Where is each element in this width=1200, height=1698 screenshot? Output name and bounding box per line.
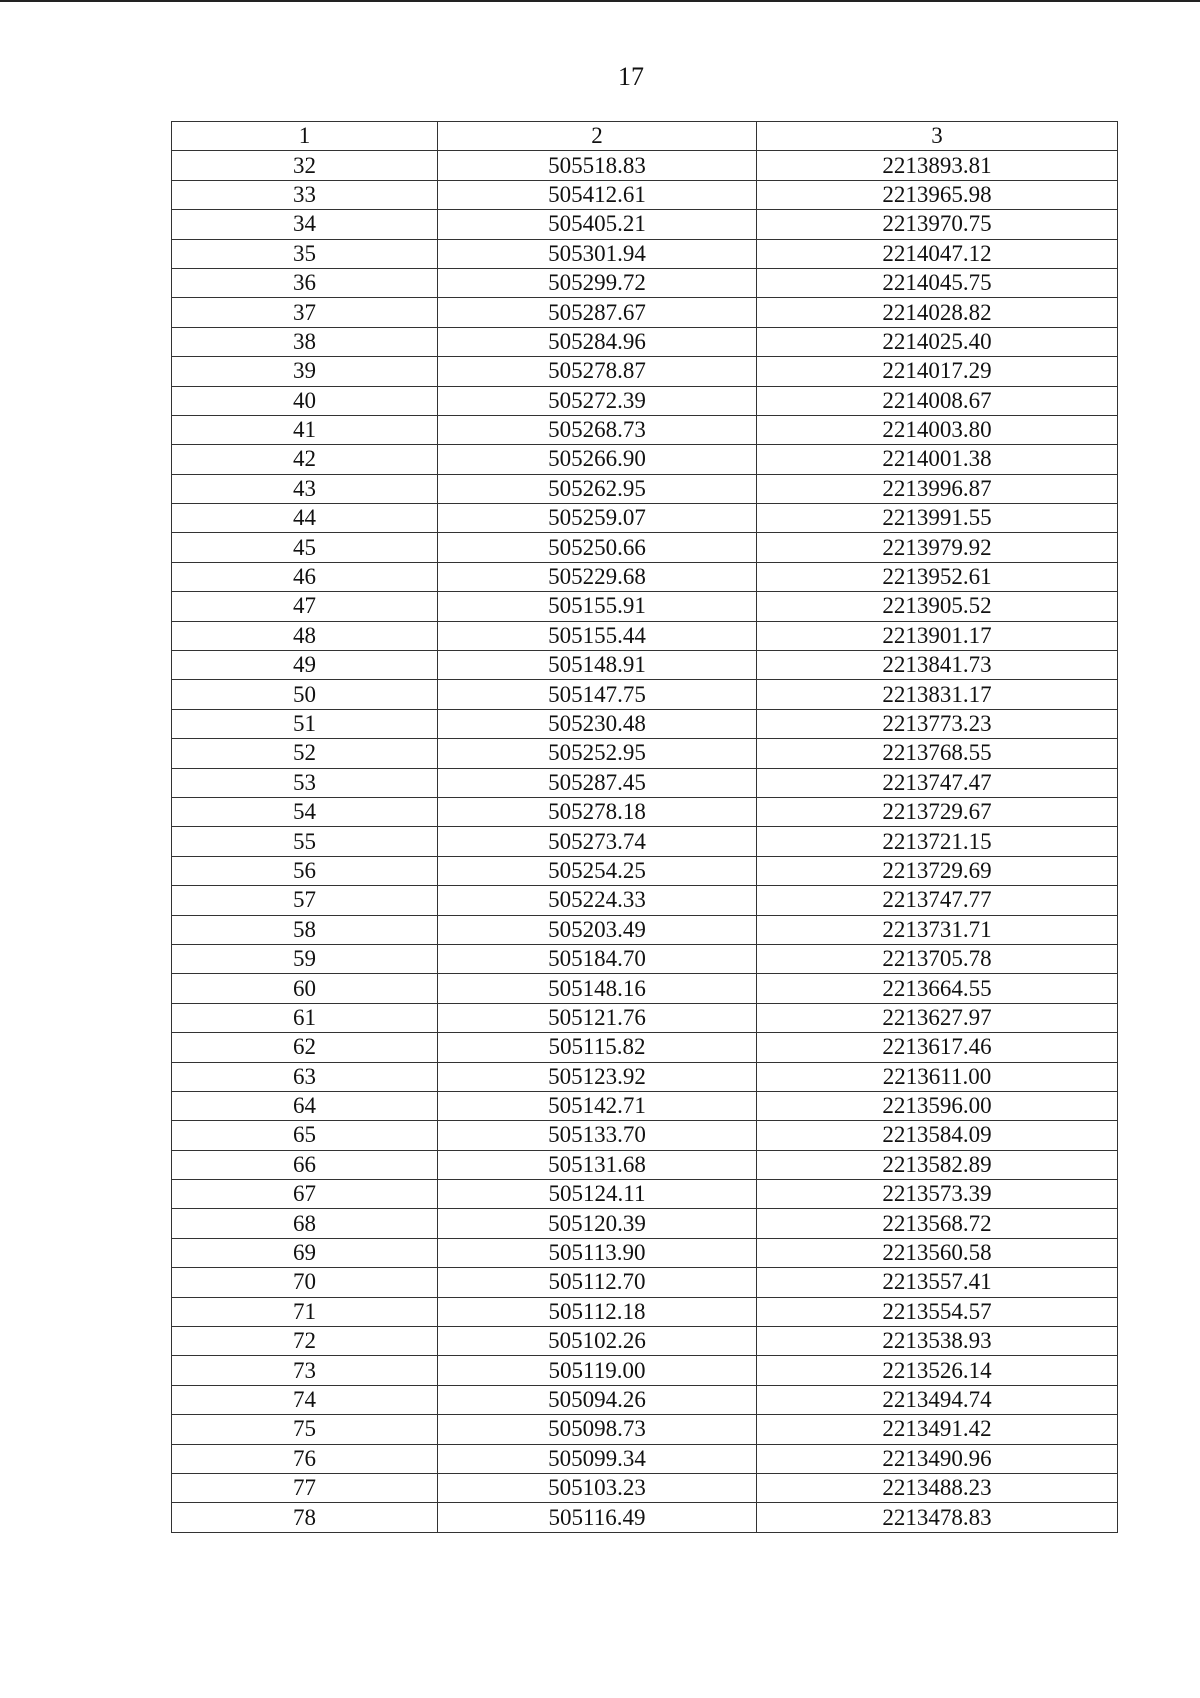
point-number-cell: 38 xyxy=(172,327,438,356)
x-coordinate-cell: 505121.76 xyxy=(438,1003,757,1032)
table-row xyxy=(172,944,1118,973)
column-header-1: 1 xyxy=(172,122,438,151)
point-number-cell: 77 xyxy=(172,1473,438,1502)
table-row xyxy=(172,1150,1118,1179)
top-border-line xyxy=(0,0,1200,2)
y-coordinate-cell: 2213773.23 xyxy=(757,709,1118,738)
table-row xyxy=(172,915,1118,944)
point-number-cell: 52 xyxy=(172,739,438,768)
x-coordinate-cell: 505518.83 xyxy=(438,151,757,180)
header-row xyxy=(172,122,1118,151)
table-row xyxy=(172,1121,1118,1150)
y-coordinate-cell: 2213491.42 xyxy=(757,1415,1118,1444)
point-number-cell: 63 xyxy=(172,1062,438,1091)
point-number-cell: 60 xyxy=(172,974,438,1003)
table-row xyxy=(172,1327,1118,1356)
point-number-cell: 61 xyxy=(172,1003,438,1032)
point-number-cell: 43 xyxy=(172,474,438,503)
point-number-cell: 65 xyxy=(172,1121,438,1150)
x-coordinate-cell: 505299.72 xyxy=(438,268,757,297)
x-coordinate-cell: 505155.91 xyxy=(438,592,757,621)
y-coordinate-cell: 2213705.78 xyxy=(757,944,1118,973)
y-coordinate-cell: 2213568.72 xyxy=(757,1209,1118,1238)
table-row xyxy=(172,827,1118,856)
table-row xyxy=(172,327,1118,356)
x-coordinate-cell: 505103.23 xyxy=(438,1473,757,1502)
x-coordinate-cell: 505148.91 xyxy=(438,651,757,680)
x-coordinate-cell: 505120.39 xyxy=(438,1209,757,1238)
table-row xyxy=(172,1268,1118,1297)
table-row xyxy=(172,592,1118,621)
point-number-cell: 58 xyxy=(172,915,438,944)
y-coordinate-cell: 2214017.29 xyxy=(757,357,1118,386)
point-number-cell: 57 xyxy=(172,886,438,915)
y-coordinate-cell: 2213490.96 xyxy=(757,1444,1118,1473)
table-row xyxy=(172,298,1118,327)
point-number-cell: 46 xyxy=(172,562,438,591)
page-number: 17 xyxy=(618,62,644,91)
y-coordinate-cell: 2214003.80 xyxy=(757,415,1118,444)
point-number-cell: 48 xyxy=(172,621,438,650)
table-row xyxy=(172,680,1118,709)
x-coordinate-cell: 505254.25 xyxy=(438,856,757,885)
x-coordinate-cell: 505123.92 xyxy=(438,1062,757,1091)
x-coordinate-cell: 505099.34 xyxy=(438,1444,757,1473)
coordinates-table xyxy=(171,121,1118,1533)
point-number-cell: 54 xyxy=(172,797,438,826)
x-coordinate-cell: 505147.75 xyxy=(438,680,757,709)
table-row xyxy=(172,1473,1118,1502)
table-row xyxy=(172,1033,1118,1062)
point-number-cell: 50 xyxy=(172,680,438,709)
point-number-cell: 44 xyxy=(172,504,438,533)
x-coordinate-cell: 505405.21 xyxy=(438,210,757,239)
y-coordinate-cell: 2214001.38 xyxy=(757,445,1118,474)
column-header-3: 3 xyxy=(757,122,1118,151)
y-coordinate-cell: 2213721.15 xyxy=(757,827,1118,856)
table-row xyxy=(172,797,1118,826)
x-coordinate-cell: 505098.73 xyxy=(438,1415,757,1444)
x-coordinate-cell: 505102.26 xyxy=(438,1327,757,1356)
point-number-cell: 32 xyxy=(172,151,438,180)
table-row xyxy=(172,856,1118,885)
x-coordinate-cell: 505250.66 xyxy=(438,533,757,562)
table-row xyxy=(172,1180,1118,1209)
point-number-cell: 45 xyxy=(172,533,438,562)
table-row xyxy=(172,768,1118,797)
table-row xyxy=(172,239,1118,268)
point-number-cell: 42 xyxy=(172,445,438,474)
point-number-cell: 73 xyxy=(172,1356,438,1385)
table-row xyxy=(172,1297,1118,1326)
point-number-cell: 69 xyxy=(172,1238,438,1267)
y-coordinate-cell: 2213831.17 xyxy=(757,680,1118,709)
y-coordinate-cell: 2213729.67 xyxy=(757,797,1118,826)
point-number-cell: 35 xyxy=(172,239,438,268)
y-coordinate-cell: 2213841.73 xyxy=(757,651,1118,680)
y-coordinate-cell: 2213901.17 xyxy=(757,621,1118,650)
table-row xyxy=(172,180,1118,209)
x-coordinate-cell: 505278.18 xyxy=(438,797,757,826)
table-row xyxy=(172,504,1118,533)
x-coordinate-cell: 505266.90 xyxy=(438,445,757,474)
table-row xyxy=(172,1091,1118,1120)
point-number-cell: 66 xyxy=(172,1150,438,1179)
table-header xyxy=(172,122,1118,151)
x-coordinate-cell: 505278.87 xyxy=(438,357,757,386)
y-coordinate-cell: 2213596.00 xyxy=(757,1091,1118,1120)
point-number-cell: 39 xyxy=(172,357,438,386)
x-coordinate-cell: 505124.11 xyxy=(438,1180,757,1209)
point-number-cell: 68 xyxy=(172,1209,438,1238)
y-coordinate-cell: 2213979.92 xyxy=(757,533,1118,562)
y-coordinate-cell: 2213991.55 xyxy=(757,504,1118,533)
y-coordinate-cell: 2214025.40 xyxy=(757,327,1118,356)
y-coordinate-cell: 2213996.87 xyxy=(757,474,1118,503)
y-coordinate-cell: 2213747.47 xyxy=(757,768,1118,797)
table-row xyxy=(172,1003,1118,1032)
table-row xyxy=(172,445,1118,474)
y-coordinate-cell: 2214047.12 xyxy=(757,239,1118,268)
x-coordinate-cell: 505229.68 xyxy=(438,562,757,591)
y-coordinate-cell: 2213582.89 xyxy=(757,1150,1118,1179)
x-coordinate-cell: 505301.94 xyxy=(438,239,757,268)
point-number-cell: 75 xyxy=(172,1415,438,1444)
table-row xyxy=(172,886,1118,915)
y-coordinate-cell: 2213611.00 xyxy=(757,1062,1118,1091)
point-number-cell: 70 xyxy=(172,1268,438,1297)
table-row xyxy=(172,1238,1118,1267)
x-coordinate-cell: 505262.95 xyxy=(438,474,757,503)
x-coordinate-cell: 505203.49 xyxy=(438,915,757,944)
column-header-2: 2 xyxy=(438,122,757,151)
point-number-cell: 41 xyxy=(172,415,438,444)
table-body xyxy=(172,151,1118,1532)
point-number-cell: 47 xyxy=(172,592,438,621)
x-coordinate-cell: 505155.44 xyxy=(438,621,757,650)
point-number-cell: 72 xyxy=(172,1327,438,1356)
point-number-cell: 62 xyxy=(172,1033,438,1062)
point-number-cell: 76 xyxy=(172,1444,438,1473)
x-coordinate-cell: 505287.67 xyxy=(438,298,757,327)
point-number-cell: 40 xyxy=(172,386,438,415)
table-row xyxy=(172,1356,1118,1385)
x-coordinate-cell: 505273.74 xyxy=(438,827,757,856)
y-coordinate-cell: 2213664.55 xyxy=(757,974,1118,1003)
y-coordinate-cell: 2213494.74 xyxy=(757,1385,1118,1414)
table-row xyxy=(172,974,1118,1003)
x-coordinate-cell: 505224.33 xyxy=(438,886,757,915)
point-number-cell: 53 xyxy=(172,768,438,797)
y-coordinate-cell: 2213554.57 xyxy=(757,1297,1118,1326)
point-number-cell: 49 xyxy=(172,651,438,680)
x-coordinate-cell: 505094.26 xyxy=(438,1385,757,1414)
table-row xyxy=(172,709,1118,738)
table-row xyxy=(172,1503,1118,1532)
x-coordinate-cell: 505287.45 xyxy=(438,768,757,797)
x-coordinate-cell: 505412.61 xyxy=(438,180,757,209)
y-coordinate-cell: 2213893.81 xyxy=(757,151,1118,180)
y-coordinate-cell: 2213557.41 xyxy=(757,1268,1118,1297)
x-coordinate-cell: 505148.16 xyxy=(438,974,757,1003)
y-coordinate-cell: 2214045.75 xyxy=(757,268,1118,297)
x-coordinate-cell: 505112.18 xyxy=(438,1297,757,1326)
y-coordinate-cell: 2214008.67 xyxy=(757,386,1118,415)
x-coordinate-cell: 505131.68 xyxy=(438,1150,757,1179)
x-coordinate-cell: 505284.96 xyxy=(438,327,757,356)
table-row xyxy=(172,562,1118,591)
y-coordinate-cell: 2213560.58 xyxy=(757,1238,1118,1267)
table-row xyxy=(172,621,1118,650)
y-coordinate-cell: 2213478.83 xyxy=(757,1503,1118,1532)
point-number-cell: 74 xyxy=(172,1385,438,1414)
y-coordinate-cell: 2213729.69 xyxy=(757,856,1118,885)
table-row xyxy=(172,739,1118,768)
table-row xyxy=(172,1062,1118,1091)
point-number-cell: 59 xyxy=(172,944,438,973)
point-number-cell: 64 xyxy=(172,1091,438,1120)
table-row xyxy=(172,1385,1118,1414)
table-row xyxy=(172,1209,1118,1238)
y-coordinate-cell: 2213488.23 xyxy=(757,1473,1118,1502)
point-number-cell: 34 xyxy=(172,210,438,239)
point-number-cell: 56 xyxy=(172,856,438,885)
y-coordinate-cell: 2213768.55 xyxy=(757,739,1118,768)
y-coordinate-cell: 2213538.93 xyxy=(757,1327,1118,1356)
table-row xyxy=(172,268,1118,297)
x-coordinate-cell: 505184.70 xyxy=(438,944,757,973)
table-row xyxy=(172,651,1118,680)
table-row xyxy=(172,533,1118,562)
x-coordinate-cell: 505259.07 xyxy=(438,504,757,533)
point-number-cell: 33 xyxy=(172,180,438,209)
point-number-cell: 51 xyxy=(172,709,438,738)
x-coordinate-cell: 505272.39 xyxy=(438,386,757,415)
x-coordinate-cell: 505115.82 xyxy=(438,1033,757,1062)
y-coordinate-cell: 2213584.09 xyxy=(757,1121,1118,1150)
x-coordinate-cell: 505230.48 xyxy=(438,709,757,738)
point-number-cell: 71 xyxy=(172,1297,438,1326)
y-coordinate-cell: 2213731.71 xyxy=(757,915,1118,944)
y-coordinate-cell: 2213747.77 xyxy=(757,886,1118,915)
table-row xyxy=(172,1444,1118,1473)
table-row xyxy=(172,386,1118,415)
y-coordinate-cell: 2213970.75 xyxy=(757,210,1118,239)
table-row xyxy=(172,1415,1118,1444)
y-coordinate-cell: 2213905.52 xyxy=(757,592,1118,621)
x-coordinate-cell: 505252.95 xyxy=(438,739,757,768)
table-row xyxy=(172,474,1118,503)
point-number-cell: 36 xyxy=(172,268,438,297)
table-row xyxy=(172,415,1118,444)
y-coordinate-cell: 2214028.82 xyxy=(757,298,1118,327)
x-coordinate-cell: 505142.71 xyxy=(438,1091,757,1120)
point-number-cell: 78 xyxy=(172,1503,438,1532)
point-number-cell: 37 xyxy=(172,298,438,327)
y-coordinate-cell: 2213573.39 xyxy=(757,1180,1118,1209)
x-coordinate-cell: 505113.90 xyxy=(438,1238,757,1267)
y-coordinate-cell: 2213627.97 xyxy=(757,1003,1118,1032)
y-coordinate-cell: 2213617.46 xyxy=(757,1033,1118,1062)
y-coordinate-cell: 2213526.14 xyxy=(757,1356,1118,1385)
table-row xyxy=(172,210,1118,239)
x-coordinate-cell: 505119.00 xyxy=(438,1356,757,1385)
table-row xyxy=(172,357,1118,386)
x-coordinate-cell: 505112.70 xyxy=(438,1268,757,1297)
table-row xyxy=(172,151,1118,180)
point-number-cell: 67 xyxy=(172,1180,438,1209)
x-coordinate-cell: 505268.73 xyxy=(438,415,757,444)
x-coordinate-cell: 505133.70 xyxy=(438,1121,757,1150)
y-coordinate-cell: 2213965.98 xyxy=(757,180,1118,209)
x-coordinate-cell: 505116.49 xyxy=(438,1503,757,1532)
y-coordinate-cell: 2213952.61 xyxy=(757,562,1118,591)
point-number-cell: 55 xyxy=(172,827,438,856)
